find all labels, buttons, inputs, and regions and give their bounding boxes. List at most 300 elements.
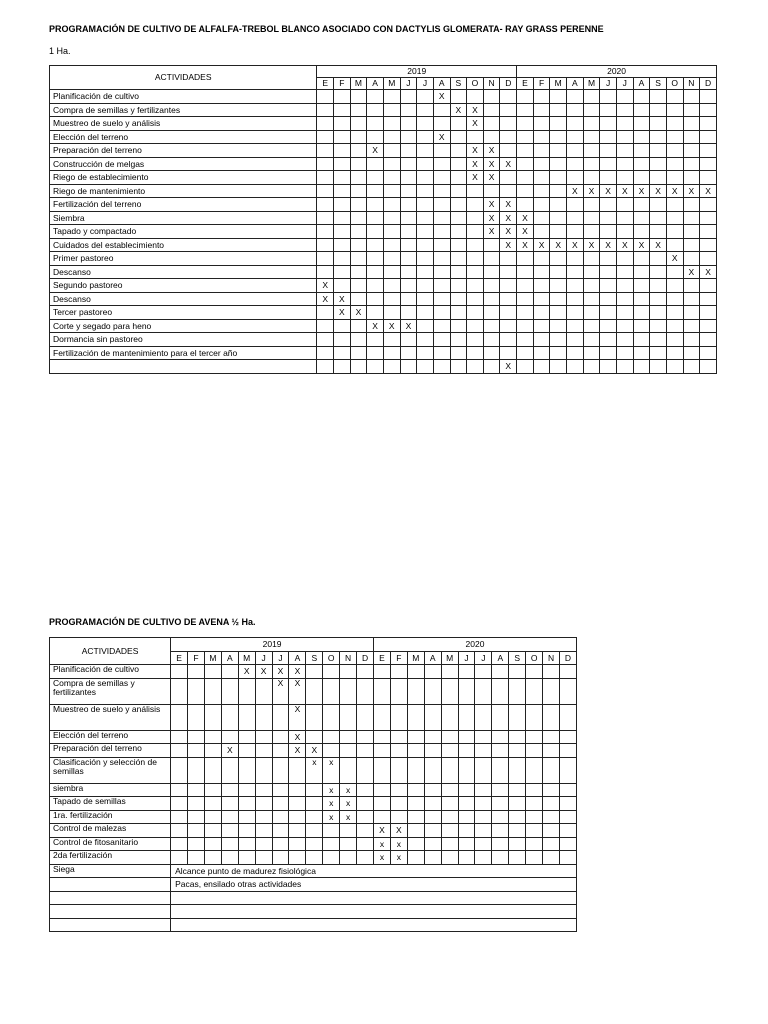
schedule-cell	[383, 252, 400, 266]
schedule-cell	[700, 292, 717, 306]
schedule-mark: x	[329, 757, 334, 767]
schedule-cell	[417, 171, 434, 185]
schedule-cell	[583, 198, 600, 212]
schedule-cell	[567, 252, 584, 266]
schedule-cell	[526, 665, 543, 679]
schedule-cell	[517, 279, 534, 293]
schedule-cell	[317, 252, 334, 266]
schedule-cell	[517, 144, 534, 158]
schedule-cell	[550, 211, 567, 225]
schedule-cell	[334, 130, 351, 144]
schedule-cell	[650, 144, 667, 158]
schedule-cell	[492, 824, 509, 838]
month-header: F	[334, 78, 351, 90]
schedule-cell	[317, 333, 334, 347]
schedule-cell	[317, 225, 334, 239]
schedule-mark: X	[322, 280, 329, 290]
schedule-cell	[289, 665, 306, 679]
schedule-cell	[441, 810, 458, 824]
schedule-cell	[334, 90, 351, 104]
schedule-cell	[407, 730, 424, 744]
schedule-cell	[374, 824, 391, 838]
schedule-mark: X	[505, 158, 512, 169]
schedule-mark: X	[621, 239, 628, 250]
schedule-cell	[374, 744, 391, 758]
month-header: S	[650, 78, 667, 90]
schedule-cell	[306, 837, 323, 851]
schedule-cell	[417, 279, 434, 293]
schedule-cell	[700, 346, 717, 360]
schedule-cell	[666, 144, 683, 158]
schedule-mark: X	[488, 145, 495, 155]
schedule-mark: X	[339, 293, 345, 304]
schedule-cell	[272, 730, 289, 744]
year-header-2020: 2020	[517, 66, 717, 78]
schedule-cell	[383, 265, 400, 279]
schedule-cell	[255, 665, 272, 679]
activity-label: Control de fitosanitario	[50, 837, 171, 851]
schedule-cell	[517, 252, 534, 266]
schedule-cell	[433, 171, 450, 185]
schedule-cell	[374, 757, 391, 783]
schedule-cell	[255, 704, 272, 730]
schedule-cell	[560, 730, 577, 744]
schedule-cell	[238, 837, 255, 851]
schedule-cell	[424, 837, 441, 851]
schedule-cell	[517, 225, 534, 239]
schedule-title-avena: PROGRAMACIÓN DE CULTIVO DE AVENA ½ Ha.	[49, 617, 256, 627]
schedule-mark: x	[379, 852, 385, 862]
schedule-cell	[340, 757, 357, 783]
schedule-cell	[367, 346, 384, 360]
schedule-cell	[467, 90, 484, 104]
schedule-cell	[633, 279, 650, 293]
schedule-cell	[255, 783, 272, 797]
schedule-cell	[221, 810, 238, 824]
schedule-cell	[350, 211, 367, 225]
schedule-cell	[509, 851, 526, 865]
schedule-cell	[433, 306, 450, 320]
schedule-cell	[583, 211, 600, 225]
schedule-cell	[255, 678, 272, 704]
schedule-cell	[517, 184, 534, 198]
schedule-cell	[550, 333, 567, 347]
schedule-cell	[650, 279, 667, 293]
schedule-cell	[433, 265, 450, 279]
siega-note-2: Pacas, ensilado otras actividades	[171, 878, 577, 892]
schedule-cell	[583, 90, 600, 104]
schedule-cell	[567, 292, 584, 306]
empty-cell	[171, 891, 577, 905]
schedule-cell	[417, 117, 434, 131]
schedule-cell	[650, 90, 667, 104]
schedule-cell	[543, 837, 560, 851]
schedule-mark: X	[505, 212, 512, 223]
schedule-cell	[357, 824, 374, 838]
schedule-cell	[517, 130, 534, 144]
schedule-cell	[683, 211, 700, 225]
schedule-cell	[289, 757, 306, 783]
schedule-cell	[543, 757, 560, 783]
activity-label: Fertilización del terreno	[50, 198, 317, 212]
schedule-cell	[583, 346, 600, 360]
month-header: M	[441, 651, 458, 665]
schedule-cell	[567, 360, 584, 374]
schedule-cell	[441, 730, 458, 744]
schedule-cell	[238, 824, 255, 838]
schedule-cell	[683, 157, 700, 171]
schedule-cell	[683, 292, 700, 306]
empty-cell	[50, 878, 171, 892]
schedule-cell	[400, 346, 417, 360]
schedule-cell	[616, 117, 633, 131]
schedule-cell	[171, 824, 188, 838]
schedule-cell	[650, 346, 667, 360]
schedule-cell	[616, 279, 633, 293]
schedule-cell	[390, 783, 407, 797]
schedule-cell	[700, 198, 717, 212]
month-header: N	[483, 78, 500, 90]
schedule-cell	[475, 744, 492, 758]
schedule-cell	[317, 117, 334, 131]
schedule-cell	[407, 757, 424, 783]
schedule-cell	[357, 744, 374, 758]
schedule-mark: X	[705, 185, 711, 196]
schedule-cell	[374, 730, 391, 744]
schedule-cell	[255, 744, 272, 758]
schedule-cell	[433, 103, 450, 117]
schedule-cell	[450, 238, 467, 252]
schedule-cell	[433, 117, 450, 131]
schedule-cell	[500, 238, 517, 252]
schedule-cell	[475, 730, 492, 744]
schedule-cell	[424, 757, 441, 783]
schedule-cell	[526, 757, 543, 783]
schedule-cell	[650, 198, 667, 212]
activity-row	[50, 346, 717, 360]
schedule-cell	[323, 704, 340, 730]
activity-row	[50, 730, 577, 744]
schedule-mark: X	[472, 158, 478, 169]
schedule-mark: x	[329, 798, 334, 808]
month-header: J	[458, 651, 475, 665]
month-header: S	[450, 78, 467, 90]
schedule-cell	[616, 333, 633, 347]
schedule-cell	[306, 665, 323, 679]
schedule-cell	[600, 333, 617, 347]
schedule-cell	[221, 757, 238, 783]
schedule-cell	[550, 157, 567, 171]
schedule-cell	[533, 103, 550, 117]
schedule-cell	[350, 157, 367, 171]
schedule-cell	[683, 333, 700, 347]
schedule-cell	[616, 184, 633, 198]
schedule-cell	[238, 783, 255, 797]
activity-label: Fertilización de mantenimiento para el tercer año	[50, 346, 317, 360]
schedule-cell	[350, 346, 367, 360]
schedule-cell	[374, 797, 391, 811]
schedule-cell	[583, 319, 600, 333]
schedule-cell	[483, 144, 500, 158]
schedule-cell	[289, 837, 306, 851]
schedule-mark: X	[438, 91, 445, 101]
schedule-cell	[543, 678, 560, 704]
schedule-cell	[500, 292, 517, 306]
activity-row	[50, 319, 717, 333]
schedule-cell	[583, 184, 600, 198]
area-label: 1 Ha.	[49, 46, 71, 56]
schedule-cell	[334, 306, 351, 320]
schedule-cell	[400, 225, 417, 239]
schedule-cell	[666, 184, 683, 198]
schedule-cell	[383, 184, 400, 198]
schedule-cell	[467, 346, 484, 360]
schedule-cell	[334, 252, 351, 266]
schedule-cell	[583, 225, 600, 239]
schedule-cell	[666, 333, 683, 347]
month-header: F	[188, 651, 205, 665]
schedule-cell	[400, 292, 417, 306]
schedule-cell	[467, 211, 484, 225]
schedule-cell	[383, 157, 400, 171]
schedule-mark: X	[621, 185, 628, 196]
schedule-cell	[367, 171, 384, 185]
schedule-cell	[517, 238, 534, 252]
schedule-cell	[700, 130, 717, 144]
schedule-cell	[616, 198, 633, 212]
schedule-mark: X	[372, 320, 378, 331]
schedule-mark: x	[312, 757, 317, 767]
schedule-cell	[633, 346, 650, 360]
schedule-cell	[204, 730, 221, 744]
schedule-cell	[417, 144, 434, 158]
schedule-cell	[441, 744, 458, 758]
schedule-cell	[272, 665, 289, 679]
month-header: A	[633, 78, 650, 90]
schedule-cell	[171, 837, 188, 851]
schedule-cell	[400, 333, 417, 347]
schedule-cell	[221, 730, 238, 744]
month-header: S	[509, 651, 526, 665]
schedule-cell	[417, 225, 434, 239]
schedule-cell	[323, 730, 340, 744]
schedule-cell	[171, 851, 188, 865]
schedule-cell	[600, 157, 617, 171]
schedule-cell	[650, 252, 667, 266]
schedule-cell	[400, 211, 417, 225]
schedule-cell	[467, 103, 484, 117]
schedule-cell	[188, 797, 205, 811]
activity-row	[50, 171, 717, 185]
schedule-cell	[500, 171, 517, 185]
schedule-cell	[433, 130, 450, 144]
schedule-mark: x	[346, 784, 351, 795]
schedule-cell	[550, 117, 567, 131]
schedule-cell	[700, 360, 717, 374]
schedule-cell	[458, 757, 475, 783]
schedule-cell	[633, 238, 650, 252]
schedule-cell	[492, 810, 509, 824]
schedule-cell	[383, 225, 400, 239]
schedule-cell	[683, 279, 700, 293]
schedule-cell	[492, 783, 509, 797]
activity-label: Corte y segado para heno	[50, 319, 317, 333]
schedule-cell	[417, 130, 434, 144]
schedule-cell	[700, 333, 717, 347]
month-header: E	[317, 78, 334, 90]
schedule-cell	[390, 851, 407, 865]
schedule-cell	[650, 238, 667, 252]
schedule-cell	[383, 319, 400, 333]
schedule-cell	[492, 665, 509, 679]
schedule-cell	[400, 171, 417, 185]
schedule-cell	[367, 211, 384, 225]
schedule-cell	[317, 238, 334, 252]
schedule-cell	[550, 279, 567, 293]
schedule-cell	[666, 360, 683, 374]
month-header: J	[600, 78, 617, 90]
schedule-cell	[633, 265, 650, 279]
schedule-cell	[323, 665, 340, 679]
schedule-cell	[367, 157, 384, 171]
schedule-mark: X	[472, 104, 478, 115]
schedule-cell	[533, 265, 550, 279]
schedule-cell	[526, 810, 543, 824]
schedule-cell	[400, 279, 417, 293]
schedule-cell	[533, 346, 550, 360]
schedule-cell	[400, 184, 417, 198]
schedule-cell	[383, 346, 400, 360]
month-header: A	[433, 78, 450, 90]
schedule-cell	[441, 757, 458, 783]
schedule-cell	[633, 198, 650, 212]
schedule-cell	[400, 238, 417, 252]
schedule-cell	[616, 225, 633, 239]
schedule-cell	[400, 144, 417, 158]
schedule-cell	[188, 851, 205, 865]
schedule-cell	[383, 292, 400, 306]
schedule-cell	[533, 157, 550, 171]
schedule-cell	[492, 744, 509, 758]
schedule-cell	[334, 225, 351, 239]
schedule-cell	[500, 333, 517, 347]
schedule-cell	[383, 171, 400, 185]
schedule-cell	[323, 824, 340, 838]
schedule-cell	[550, 346, 567, 360]
schedule-cell	[433, 360, 450, 374]
schedule-cell	[383, 238, 400, 252]
schedule-cell	[543, 783, 560, 797]
schedule-cell	[334, 157, 351, 171]
schedule-cell	[500, 103, 517, 117]
schedule-cell	[475, 704, 492, 730]
schedule-cell	[633, 225, 650, 239]
schedule-cell	[567, 171, 584, 185]
schedule-cell	[374, 851, 391, 865]
schedule-cell	[390, 665, 407, 679]
month-header: J	[475, 651, 492, 665]
schedule-cell	[483, 319, 500, 333]
schedule-cell	[323, 837, 340, 851]
schedule-cell	[500, 279, 517, 293]
schedule-cell	[467, 171, 484, 185]
schedule-cell	[367, 144, 384, 158]
month-header: A	[367, 78, 384, 90]
month-header: O	[526, 651, 543, 665]
schedule-cell	[600, 306, 617, 320]
schedule-cell	[533, 333, 550, 347]
schedule-mark: x	[329, 784, 334, 795]
schedule-cell	[188, 783, 205, 797]
schedule-cell	[550, 144, 567, 158]
schedule-cell	[517, 346, 534, 360]
schedule-cell	[560, 744, 577, 758]
schedule-cell	[517, 333, 534, 347]
schedule-cell	[400, 319, 417, 333]
schedule-cell	[600, 225, 617, 239]
month-header: O	[323, 651, 340, 665]
schedule-cell	[441, 824, 458, 838]
schedule-cell	[424, 783, 441, 797]
activity-row	[50, 279, 717, 293]
schedule-cell	[367, 292, 384, 306]
schedule-cell	[289, 744, 306, 758]
schedule-cell	[317, 130, 334, 144]
schedule-cell	[509, 797, 526, 811]
schedule-cell	[357, 783, 374, 797]
schedule-cell	[475, 810, 492, 824]
schedule-mark: X	[472, 172, 478, 182]
schedule-cell	[450, 333, 467, 347]
schedule-cell	[526, 797, 543, 811]
schedule-cell	[400, 117, 417, 131]
activity-label: Dormancia sin pastoreo	[50, 333, 317, 347]
schedule-cell	[683, 252, 700, 266]
schedule-cell	[533, 279, 550, 293]
schedule-cell	[633, 144, 650, 158]
schedule-cell	[583, 292, 600, 306]
schedule-cell	[567, 130, 584, 144]
schedule-cell	[666, 346, 683, 360]
schedule-cell	[204, 744, 221, 758]
schedule-cell	[204, 678, 221, 704]
activity-label: Elección del terreno	[50, 730, 171, 744]
schedule-cell	[633, 252, 650, 266]
schedule-mark: X	[505, 226, 512, 236]
month-header: J	[616, 78, 633, 90]
schedule-cell	[467, 319, 484, 333]
schedule-cell	[450, 292, 467, 306]
schedule-cell	[700, 157, 717, 171]
schedule-mark: X	[472, 145, 478, 155]
schedule-cell	[323, 744, 340, 758]
month-header: O	[666, 78, 683, 90]
schedule-cell	[583, 157, 600, 171]
schedule-cell	[650, 157, 667, 171]
schedule-cell	[204, 810, 221, 824]
schedule-cell	[383, 279, 400, 293]
schedule-cell	[526, 704, 543, 730]
schedule-mark: X	[472, 118, 478, 128]
schedule-cell	[367, 252, 384, 266]
schedule-cell	[188, 757, 205, 783]
schedule-cell	[483, 306, 500, 320]
schedule-cell	[450, 184, 467, 198]
schedule-cell	[467, 117, 484, 131]
schedule-cell	[458, 665, 475, 679]
schedule-cell	[383, 117, 400, 131]
alfalfa-schedule-table	[49, 65, 717, 374]
